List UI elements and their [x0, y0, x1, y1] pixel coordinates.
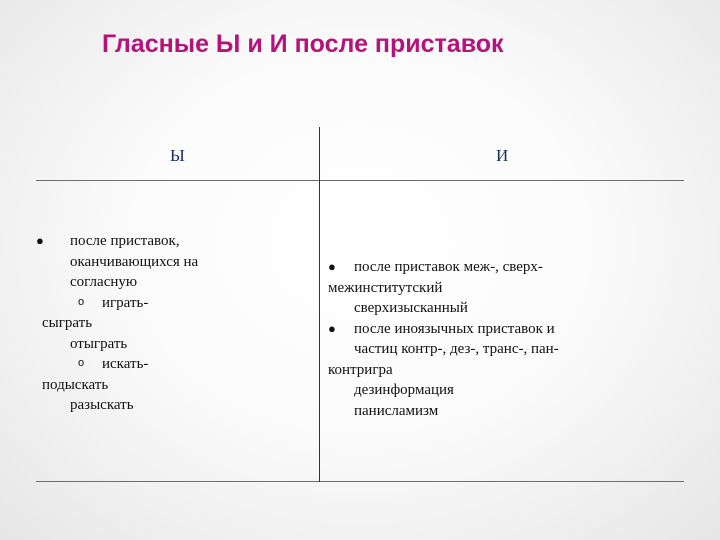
rule-text: оканчивающихся на — [70, 253, 199, 270]
example-text: контригра — [328, 361, 393, 378]
example-text: межинститутский — [328, 279, 443, 296]
circle-bullet-icon: o — [78, 295, 85, 308]
bullet-icon: ● — [36, 233, 44, 248]
bullet-icon: ● — [328, 320, 336, 336]
example-text: искать- — [102, 356, 149, 372]
example-text: сверхизысканный — [354, 300, 468, 316]
table-header-divider — [36, 180, 684, 181]
rule-text: после приставок меж-, сверх- — [354, 259, 543, 275]
rule-text: частиц контр-, дез-, транс-, пан- — [354, 341, 559, 357]
rule-text: после иноязычных приставок и — [354, 320, 555, 337]
example-text: дезинформация — [354, 382, 454, 398]
example-text: отыграть — [70, 335, 128, 352]
bullet-icon: ● — [328, 259, 336, 274]
column-header-i: И — [496, 146, 509, 165]
page-title: Гласные Ы и И после приставок — [102, 30, 504, 58]
rule-text: согласную — [70, 274, 138, 290]
rule-text: после приставок, — [70, 233, 180, 249]
circle-bullet-icon: o — [78, 357, 85, 369]
table-bottom-border — [36, 481, 684, 482]
column-header-y: Ы — [170, 146, 185, 165]
example-text: сыграть — [42, 315, 93, 331]
example-text: подыскать — [42, 376, 109, 393]
example-text: панисламизм — [354, 402, 439, 419]
example-text: играть- — [102, 294, 149, 311]
table-column-divider — [319, 127, 320, 482]
example-text: разыскать — [70, 397, 134, 413]
